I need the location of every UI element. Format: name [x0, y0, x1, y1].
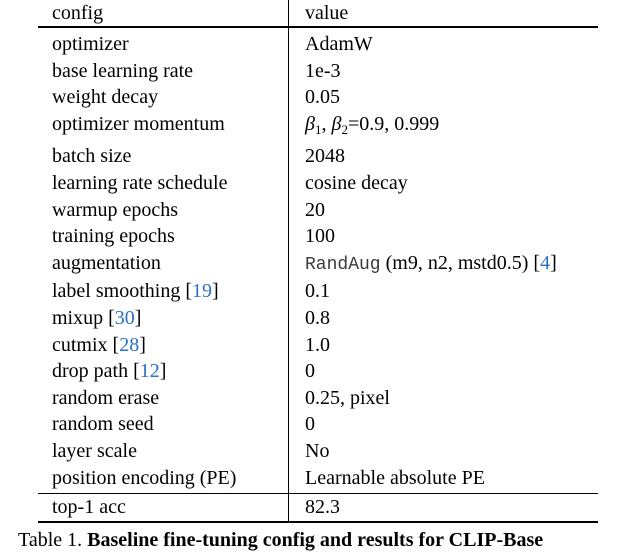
row-config: optimizer momentum [52, 112, 225, 135]
table-row [38, 58, 598, 85]
table-row [38, 84, 598, 111]
row-value: 1.0 [289, 332, 599, 359]
bracket-close: ] [159, 360, 167, 383]
row-config: optimizer [52, 33, 129, 55]
table-row [38, 250, 598, 279]
beta-symbol: β [331, 112, 342, 135]
table-row [38, 278, 598, 305]
row-config [38, 332, 289, 359]
row-value: AdamW [289, 27, 599, 58]
row-config [38, 358, 289, 385]
beta-subscript-1: 1 [314, 121, 322, 137]
caption-label: Table 1. [18, 529, 88, 551]
row-config: random seed [52, 413, 154, 436]
table-row [38, 385, 598, 412]
row-value: cosine decay [289, 170, 599, 197]
row-value: 1e-3 [289, 58, 599, 85]
header-value: value [289, 0, 599, 27]
beta-subscript-2: 2 [341, 121, 348, 137]
row-value: 0.1 [289, 278, 599, 305]
row-value: 0.25, pixel [289, 385, 599, 412]
config-table-container [38, 0, 598, 523]
row-config: random erase [52, 386, 160, 409]
row-config: base learning rate [52, 59, 194, 82]
row-config: training epochs [52, 225, 175, 248]
row-config: batch size [52, 145, 132, 168]
table-row [38, 305, 598, 332]
row-value: 0.8 [289, 305, 599, 332]
row-config: warmup epochs [52, 198, 179, 221]
table-row [38, 170, 598, 197]
row-value: 100 [289, 223, 599, 250]
table-row [38, 27, 598, 58]
table-row [38, 197, 598, 224]
row-value-math [289, 111, 599, 144]
table-row [38, 465, 598, 494]
config-label: drop path [ [52, 360, 140, 383]
comma: , [321, 112, 332, 135]
table-header [38, 0, 598, 27]
header-row [38, 0, 598, 27]
table-row [38, 411, 598, 438]
config-label: cutmix [ [52, 333, 120, 356]
augmentation-params: (m9, n2, mstd0.5) [ [380, 251, 541, 274]
table-row [38, 143, 598, 170]
result-row [38, 494, 598, 522]
row-value: No [289, 438, 599, 465]
row-value: 0.05 [289, 84, 599, 111]
row-config: weight decay [52, 86, 159, 109]
table-row [38, 438, 598, 465]
results-body [38, 494, 598, 522]
table-row [38, 358, 598, 385]
config-label: label smoothing [ [52, 280, 192, 303]
row-value: Learnable absolute PE [289, 465, 599, 494]
table-row [38, 223, 598, 250]
row-value: 0 [289, 358, 599, 385]
row-config: position encoding (PE) [52, 466, 237, 489]
citation-link[interactable]: 30 [114, 306, 135, 329]
result-value: 82.3 [289, 494, 599, 522]
row-value: 20 [289, 197, 599, 224]
params-body [38, 27, 598, 494]
row-config [38, 278, 289, 305]
table-row [38, 332, 598, 359]
citation-link[interactable]: 28 [119, 333, 140, 356]
bracket-close: ] [134, 306, 142, 329]
citation-link[interactable]: 12 [139, 360, 160, 383]
row-value [289, 250, 599, 279]
bracket-close: ] [211, 280, 219, 303]
row-config [38, 305, 289, 332]
table-caption [18, 529, 543, 552]
row-config: learning rate schedule [52, 171, 228, 194]
beta-symbol: β [305, 112, 315, 135]
caption-bold-text: Baseline fine-tuning config and results for CLIP-Base [87, 529, 544, 551]
citation-link[interactable]: 4 [540, 251, 551, 274]
row-config: layer scale [52, 439, 137, 462]
bracket-close: ] [550, 251, 557, 274]
config-table [38, 0, 598, 523]
bracket-close: ] [139, 333, 146, 356]
config-label: mixup [ [52, 306, 115, 329]
citation-link[interactable]: 19 [191, 280, 212, 303]
momentum-values: =0.9, 0.999 [347, 112, 440, 135]
table-row [38, 111, 598, 144]
row-value: 2048 [289, 143, 599, 170]
header-config: config [52, 2, 104, 24]
result-config: top-1 acc [52, 496, 126, 519]
row-value: 0 [289, 411, 599, 438]
row-config: augmentation [52, 251, 161, 274]
randaug-code: RandAug [305, 254, 381, 275]
